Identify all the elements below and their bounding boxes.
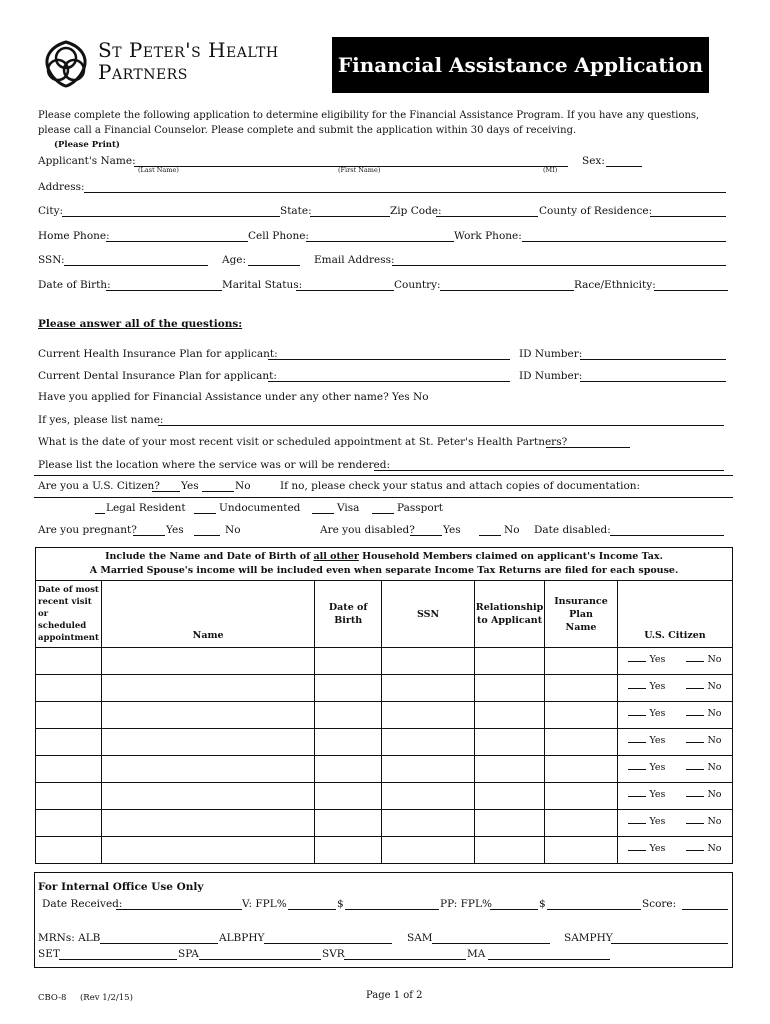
citizen-yes-text: Yes	[649, 816, 666, 827]
cell-visit-date[interactable]	[36, 810, 102, 837]
household-row	[36, 702, 733, 729]
pp-fpl-label: PP: FPL%	[440, 898, 492, 910]
cell-insurance[interactable]	[545, 648, 618, 675]
cell-citizen	[617, 675, 732, 702]
cell-relationship[interactable]	[475, 675, 545, 702]
citizen-no-label: No	[235, 480, 251, 492]
visa-label: Visa	[337, 502, 360, 514]
form-id: CBO-8 (Rev 1/2/15)	[38, 993, 133, 1003]
citizen-yes-label: Yes	[181, 480, 199, 492]
ma-label: MA	[467, 948, 486, 960]
household-note-text-a: Include the Name and Date of Birth of	[105, 551, 314, 562]
citizen-no-text: No	[707, 735, 722, 746]
cell-visit-date[interactable]	[36, 648, 102, 675]
pp-dollar-field[interactable]	[547, 909, 641, 910]
cell-ssn[interactable]	[382, 675, 475, 702]
address-field[interactable]	[84, 192, 726, 193]
race-field[interactable]	[654, 290, 728, 291]
cell-phone-field[interactable]	[306, 241, 454, 242]
mi-hint: (MI)	[543, 166, 558, 174]
cell-dob[interactable]	[315, 702, 382, 729]
intro-line1: Please complete the following application to determine eligibility for the Financial Assistance Program. If you have any questions,	[38, 110, 700, 121]
health-plan-field[interactable]	[268, 359, 510, 360]
citizen-yes-field[interactable]	[152, 491, 180, 492]
albphy-label: ALBPHY	[219, 932, 265, 944]
v-dollar-label: $	[337, 898, 344, 910]
dental-id-label: ID Number:	[519, 370, 583, 382]
age-field[interactable]	[248, 265, 300, 266]
cell-relationship[interactable]	[475, 729, 545, 756]
cell-visit-date[interactable]	[36, 756, 102, 783]
dental-plan-label: Current Dental Insurance Plan for applicant:	[38, 370, 277, 382]
org-name-line2: Partners	[98, 60, 188, 84]
mrns-alb-label: MRNs: ALB	[38, 932, 101, 944]
last-name-hint: (Last Name)	[138, 166, 179, 174]
cell-visit-date[interactable]	[36, 702, 102, 729]
undocumented-label: Undocumented	[219, 502, 301, 514]
cell-ssn[interactable]	[382, 756, 475, 783]
cell-name[interactable]	[101, 810, 314, 837]
please-print: (Please Print)	[54, 140, 120, 150]
citizen-no-field[interactable]	[202, 491, 234, 492]
household-row	[36, 675, 733, 702]
divider-2	[34, 497, 733, 498]
col-ssn-header: SSN	[382, 581, 475, 648]
sex-field[interactable]	[606, 166, 642, 167]
if-yes-field[interactable]	[158, 425, 724, 426]
citizen-yes-option[interactable]	[628, 843, 665, 854]
citizen-no-text: No	[707, 843, 722, 854]
date-received-label: Date Received:	[42, 898, 123, 910]
home-phone-field[interactable]	[106, 241, 248, 242]
citizen-question: Are you a U.S. Citizen?	[38, 480, 160, 492]
household-note-emphasis: all other	[313, 551, 359, 562]
city-label: City:	[38, 205, 64, 217]
cell-dob[interactable]	[315, 756, 382, 783]
svr-label: SVR	[322, 948, 345, 960]
citizen-no-option[interactable]	[686, 654, 721, 665]
dental-id-field[interactable]	[580, 381, 726, 382]
col-citizen-header: U.S. Citizen	[617, 581, 732, 648]
citizen-no-text: No	[707, 789, 722, 800]
cell-phone-label: Cell Phone:	[248, 230, 309, 242]
cell-name[interactable]	[101, 702, 314, 729]
cell-dob[interactable]	[315, 837, 382, 864]
citizen-no-option[interactable]	[686, 816, 721, 827]
cell-dob[interactable]	[315, 810, 382, 837]
household-note-line2: A Married Spouse's income will be included even when separate Income Tax Returns are filed for each spouse.	[89, 565, 679, 576]
cell-insurance[interactable]	[545, 702, 618, 729]
citizen-no-text: No	[707, 708, 722, 719]
page-title: Financial Assistance Application	[332, 37, 709, 93]
cell-name[interactable]	[101, 648, 314, 675]
applicant-name-label: Applicant's Name:	[38, 155, 136, 167]
cell-name[interactable]	[101, 837, 314, 864]
trinity-logo-icon	[40, 38, 92, 90]
v-fpl-label: V: FPL%	[242, 898, 287, 910]
citizen-no-option[interactable]	[686, 843, 721, 854]
household-row	[36, 729, 733, 756]
disabled-question: Are you disabled?	[320, 524, 415, 536]
health-id-field[interactable]	[580, 359, 726, 360]
citizen-no-option[interactable]	[686, 762, 721, 773]
home-phone-label: Home Phone:	[38, 230, 110, 242]
address-label: Address:	[38, 181, 85, 193]
cell-relationship[interactable]	[475, 837, 545, 864]
pregnant-yes-field[interactable]	[133, 535, 165, 536]
citizen-yes-option[interactable]	[628, 708, 665, 719]
set-label: SET	[38, 948, 60, 960]
pregnant-question: Are you pregnant?	[38, 524, 137, 536]
cell-relationship[interactable]	[475, 783, 545, 810]
passport-field[interactable]	[372, 513, 394, 514]
dob-field[interactable]	[106, 290, 222, 291]
health-plan-label: Current Health Insurance Plan for applicant:	[38, 348, 278, 360]
org-name-line1: St Peter's Health	[98, 38, 279, 62]
cell-relationship[interactable]	[475, 648, 545, 675]
state-label: State:	[280, 205, 312, 217]
pregnant-yes-label: Yes	[166, 524, 184, 536]
cell-relationship[interactable]	[475, 810, 545, 837]
disabled-no-field[interactable]	[479, 535, 501, 536]
household-note	[36, 548, 733, 581]
country-label: Country:	[394, 279, 441, 291]
other-name-question: Have you applied for Financial Assistance under any other name? Yes No	[38, 391, 429, 403]
divider-1	[34, 475, 733, 476]
cell-name[interactable]	[101, 756, 314, 783]
alb-field[interactable]	[100, 943, 218, 944]
county-field[interactable]	[650, 216, 726, 217]
cell-insurance[interactable]	[545, 783, 618, 810]
cell-ssn[interactable]	[382, 810, 475, 837]
recent-visit-question: What is the date of your most recent visit or scheduled appointment at St. Peter's Health Partners?	[38, 436, 568, 448]
cell-visit-date[interactable]	[36, 783, 102, 810]
cell-visit-date[interactable]	[36, 675, 102, 702]
citizen-yes-text: Yes	[649, 654, 666, 665]
undocumented-field[interactable]	[194, 513, 216, 514]
internal-heading: For Internal Office Use Only	[38, 881, 204, 893]
state-field[interactable]	[310, 216, 390, 217]
spa-label: SPA	[178, 948, 199, 960]
race-label: Race/Ethnicity:	[574, 279, 656, 291]
col-rel-header: Relationship to Applicant	[475, 581, 545, 648]
pregnant-no-field[interactable]	[194, 535, 220, 536]
samphy-field[interactable]	[611, 943, 728, 944]
household-row	[36, 837, 733, 864]
ssn-field[interactable]	[64, 265, 208, 266]
cell-visit-date[interactable]	[36, 837, 102, 864]
health-id-label: ID Number:	[519, 348, 583, 360]
ssn-label: SSN:	[38, 254, 65, 266]
citizen-yes-text: Yes	[649, 735, 666, 746]
legal-resident-label: Legal Resident	[106, 502, 186, 514]
household-row	[36, 648, 733, 675]
col-visit-header: Date of most recent visit or scheduled appointment	[36, 581, 102, 648]
citizen-no-option[interactable]	[686, 681, 721, 692]
marital-field[interactable]	[296, 290, 394, 291]
disabled-no-label: No	[504, 524, 520, 536]
marital-label: Marital Status:	[222, 279, 303, 291]
passport-label: Passport	[397, 502, 443, 514]
zip-field[interactable]	[436, 216, 538, 217]
citizen-yes-text: Yes	[649, 843, 666, 854]
citizen-yes-option[interactable]	[628, 681, 665, 692]
v-fpl-field[interactable]	[288, 909, 336, 910]
cell-insurance[interactable]	[545, 675, 618, 702]
pp-dollar-label: $	[539, 898, 546, 910]
work-phone-label: Work Phone:	[454, 230, 522, 242]
household-table	[35, 547, 733, 864]
citizen-yes-option[interactable]	[628, 654, 665, 665]
col-name-header: Name	[101, 581, 314, 648]
set-field[interactable]	[59, 959, 177, 960]
questions-heading: Please answer all of the questions:	[38, 318, 243, 330]
citizen-yes-option[interactable]	[628, 735, 665, 746]
email-field[interactable]	[392, 265, 726, 266]
date-disabled-label: Date disabled:	[534, 524, 611, 536]
if-no-text: If no, please check your status and attach copies of documentation:	[280, 480, 641, 492]
cell-relationship[interactable]	[475, 756, 545, 783]
samphy-label: SAMPHY	[564, 932, 613, 944]
intro-line2: please call a Financial Counselor. Please complete and submit the application within 30 days of receiving.	[38, 125, 577, 136]
pp-fpl-field[interactable]	[490, 909, 538, 910]
disabled-yes-label: Yes	[443, 524, 461, 536]
citizen-yes-option[interactable]	[628, 816, 665, 827]
household-row	[36, 783, 733, 810]
cell-dob[interactable]	[315, 729, 382, 756]
cell-dob[interactable]	[315, 648, 382, 675]
citizen-yes-text: Yes	[649, 789, 666, 800]
cell-ssn[interactable]	[382, 837, 475, 864]
location-field[interactable]	[374, 470, 724, 471]
cell-dob[interactable]	[315, 675, 382, 702]
county-label: County of Residence:	[539, 205, 653, 217]
score-field[interactable]	[682, 909, 728, 910]
svr-field[interactable]	[344, 959, 466, 960]
cell-citizen	[617, 837, 732, 864]
cell-ssn[interactable]	[382, 729, 475, 756]
city-field[interactable]	[62, 216, 280, 217]
cell-name[interactable]	[101, 783, 314, 810]
cell-ssn[interactable]	[382, 648, 475, 675]
cell-insurance[interactable]	[545, 837, 618, 864]
cell-name[interactable]	[101, 675, 314, 702]
spa-field[interactable]	[199, 959, 321, 960]
zip-label: Zip Code:	[390, 205, 442, 217]
date-received-field[interactable]	[116, 909, 242, 910]
email-label: Email Address:	[314, 254, 395, 266]
household-row	[36, 756, 733, 783]
score-label: Score:	[642, 898, 677, 910]
col-dob-header: Date of Birth	[315, 581, 382, 648]
age-label: Age:	[222, 254, 247, 266]
date-disabled-field[interactable]	[610, 535, 724, 536]
col-ins-header: Insurance Plan Name	[545, 581, 618, 648]
dental-plan-field[interactable]	[268, 381, 510, 382]
cell-ssn[interactable]	[382, 783, 475, 810]
first-name-hint: (First Name)	[338, 166, 381, 174]
sam-label: SAM	[407, 932, 433, 944]
citizen-no-text: No	[707, 816, 722, 827]
citizen-yes-text: Yes	[649, 762, 666, 773]
work-phone-field[interactable]	[522, 241, 726, 242]
cell-insurance[interactable]	[545, 756, 618, 783]
household-row	[36, 810, 733, 837]
citizen-no-text: No	[707, 681, 722, 692]
cell-citizen	[617, 810, 732, 837]
country-field[interactable]	[440, 290, 574, 291]
cell-relationship[interactable]	[475, 702, 545, 729]
citizen-no-option[interactable]	[686, 789, 721, 800]
citizen-yes-option[interactable]	[628, 762, 665, 773]
cell-citizen	[617, 702, 732, 729]
citizen-no-text: No	[707, 654, 722, 665]
v-dollar-field[interactable]	[345, 909, 439, 910]
legal-resident-field[interactable]	[95, 513, 105, 514]
page-number: Page 1 of 2	[366, 990, 423, 1001]
citizen-yes-text: Yes	[649, 681, 666, 692]
citizen-no-option[interactable]	[686, 735, 721, 746]
albphy-field[interactable]	[264, 943, 392, 944]
household-note-text-c: Household Members claimed on applicant's Income Tax.	[358, 551, 663, 562]
cell-citizen	[617, 648, 732, 675]
cell-insurance[interactable]	[545, 729, 618, 756]
cell-citizen	[617, 756, 732, 783]
citizen-no-option[interactable]	[686, 708, 721, 719]
cell-citizen	[617, 729, 732, 756]
ma-field[interactable]	[488, 959, 610, 960]
citizen-yes-option[interactable]	[628, 789, 665, 800]
if-yes-label: If yes, please list name:	[38, 414, 164, 426]
citizen-no-text: No	[707, 762, 722, 773]
visa-field[interactable]	[312, 513, 334, 514]
cell-insurance[interactable]	[545, 810, 618, 837]
disabled-yes-field[interactable]	[410, 535, 442, 536]
cell-citizen	[617, 783, 732, 810]
cell-visit-date[interactable]	[36, 729, 102, 756]
sex-label: Sex:	[582, 155, 605, 167]
dob-label: Date of Birth:	[38, 279, 111, 291]
cell-dob[interactable]	[315, 783, 382, 810]
sam-field[interactable]	[432, 943, 550, 944]
citizen-yes-text: Yes	[649, 708, 666, 719]
location-question: Please list the location where the service was or will be rendered:	[38, 459, 391, 471]
pregnant-no-label: No	[225, 524, 241, 536]
recent-visit-field[interactable]	[546, 447, 630, 448]
cell-name[interactable]	[101, 729, 314, 756]
cell-ssn[interactable]	[382, 702, 475, 729]
